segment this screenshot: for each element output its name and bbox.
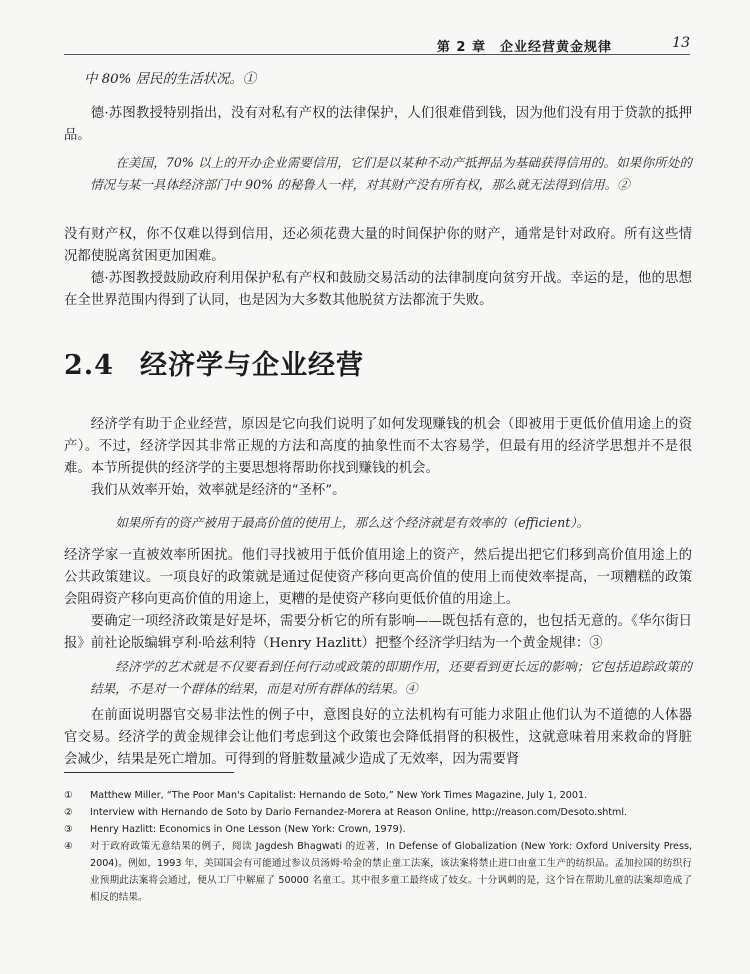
paragraph-7 xyxy=(64,611,692,655)
footnote xyxy=(64,787,692,804)
block-quote-3 xyxy=(90,656,692,700)
footnote-mark: ③ xyxy=(64,824,73,835)
footnote xyxy=(64,838,692,906)
footnote-text: Interview with Hernando de Soto by Dario Fernandez-Morera at Reason Online, http://reason.com/Desoto.shtml. xyxy=(90,807,628,818)
paragraph-8 xyxy=(64,705,692,771)
paragraph-text: 德·苏图教授鼓励政府利用保护私有产权和鼓励交易活动的法律制度向贫穷开战。幸运的是，他的思想在全世界范围内得到了认同，也是因为大多数其他脱贫方法都流于失败。 xyxy=(64,271,692,308)
quote-text: 经济学的艺术就是不仅要看到任何行动或政策的即期作用，还要看到更长远的影响；它包括追踪政策的结果，不是对一个群体的结果，而是对所有群体的结果。④ xyxy=(90,659,692,696)
paragraph-text: 要确定一项经济政策是好是坏，需要分析它的所有影响——既包括有意的，也包括无意的。《华尔街日报》前社论版编辑亨利·哈兹利特（Henry Hazlitt）把整个经济学归结为一个黄金规律：③ xyxy=(64,614,692,651)
paragraph-2 xyxy=(64,224,692,268)
paragraph-5 xyxy=(64,480,692,502)
block-quote-2 xyxy=(90,512,692,534)
paragraph-text: 我们从效率开始，效率就是经济的“圣杯”。 xyxy=(90,483,346,498)
block-quote-1 xyxy=(90,152,692,196)
footnote-text: 对于政府政策无意结果的例子，阅读 Jagdesh Bhagwati 的近著，In Defense of Globalization (New York: Oxford University Press, 2004)。例如，1993 年，美国国会有可能通过参议员汤姆·哈金的禁止童工法案，该法案将禁止进口由童工生产的纺织品。孟加拉国的纺织行业预期此法案将会通过，便从工厂中解雇了 50000 名童工。其中很多童工最终成了妓女。十分讽刺的是，这个旨在帮助儿童的法案却造成了相反的结果。 xyxy=(90,841,692,903)
paragraph-1 xyxy=(64,103,692,147)
footnote-mark: ① xyxy=(64,790,73,801)
paragraph-text: 在前面说明器官交易非法性的例子中，意图良好的立法机构有可能力求阻止他们认为不道德的人体器官交易。经济学的黄金规律会让他们考虑到这个政策也会降低捐肾的积极性，这就意味着用来救命的肾脏会减少，结果是死亡增加。可得到的肾脏数量减少造成了无效率，因为需要肾 xyxy=(64,708,692,767)
section-heading xyxy=(64,343,364,382)
footnote-divider xyxy=(64,772,234,773)
paragraph-3 xyxy=(64,268,692,312)
footnote-mark: ④ xyxy=(64,841,73,852)
section-title: 经济学与企业经营 xyxy=(139,350,364,381)
page-number: 13 xyxy=(672,35,690,51)
quote-text: 如果所有的资产被用于最高价值的使用上，那么这个经济就是有效率的（efficient）。 xyxy=(115,515,590,530)
continued-quote-line xyxy=(84,69,692,91)
footnote xyxy=(64,804,692,821)
paragraph-4 xyxy=(64,414,692,480)
paragraph-text: 德·苏图教授特别指出，没有对私有产权的法律保护，人们很难借到钱，因为他们没有用于贷款的抵押品。 xyxy=(64,106,692,143)
paragraph-text: 经济学有助于企业经营，原因是它向我们说明了如何发现赚钱的机会（即被用于更低价值用途上的资产）。不过，经济学因其非常正规的方法和高度的抽象性而不太容易学，但最有用的经济学思想并不是很难。本节所提供的经济学的主要思想将帮助你找到赚钱的机会。 xyxy=(64,417,692,476)
footnotes xyxy=(64,787,692,906)
footnote-mark: ② xyxy=(64,807,73,818)
paragraph-text: 没有财产权，你不仅难以得到信用，还必须花费大量的时间保护你的财产，通常是针对政府。所有这些情况都使脱离贫困更加困难。 xyxy=(64,227,692,264)
running-header xyxy=(64,36,690,55)
paragraph-text: 经济学家一直被效率所困扰。他们寻找被用于低价值用途上的资产，然后提出把它们移到高价值用途上的公共政策建议。一项良好的政策就是通过促使资产移向更高价值的使用上而使效率提高，一项糟糕的政策会阻碍资产移向更高价值的用途上，更糟的是使资产移向更低价值的用途上。 xyxy=(64,548,692,607)
paragraph-6 xyxy=(64,545,692,611)
footnote-text: Matthew Miller, “The Poor Man's Capitalist: Hernando de Soto,” New York Times Magazine, July 1, 2001. xyxy=(90,790,588,801)
footnote-text: Henry Hazlitt: Economics in One Lesson (New York: Crown, 1979). xyxy=(90,824,406,835)
chapter-title: 第 2 章 企业经营黄金规律 xyxy=(436,40,612,55)
quote-text: 在美国，70% 以上的开办企业需要信用，它们是以某种不动产抵押品为基础获得信用的。如果你所处的情况与某一具体经济部门中 90% 的秘鲁人一样，对其财产没有所有权，那么就无法得到信用。② xyxy=(90,155,692,192)
section-number: 2.4 xyxy=(64,350,114,381)
quote-tail: 中 80% 居民的生活状况。① xyxy=(84,72,257,87)
footnote xyxy=(64,821,692,838)
